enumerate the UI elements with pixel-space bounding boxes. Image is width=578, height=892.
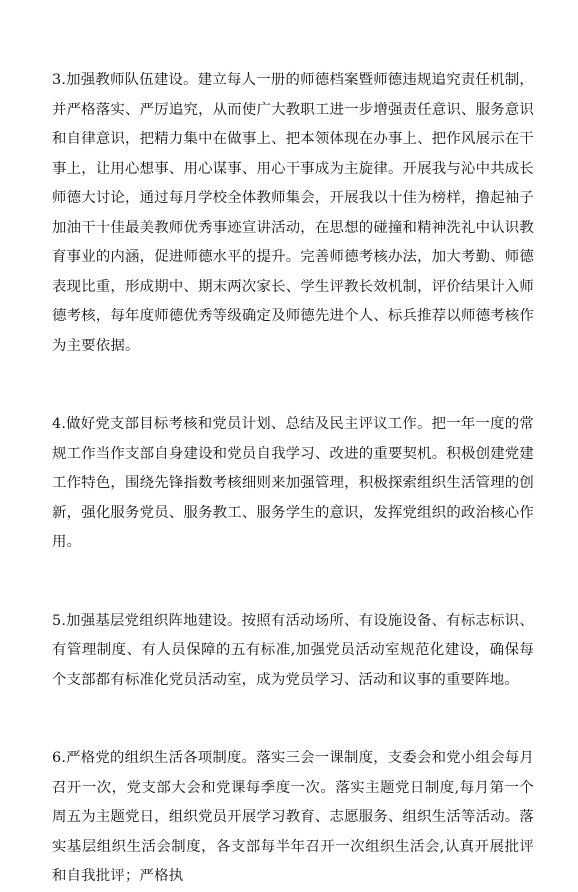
paragraph-branch-assessment: 4.做好党支部目标考核和党员计划、总结及民主评议工作。把一年一度的常规工作当作支部自身建设和党员自我学习、改进的重要契机。积极创建党建工作特色，围绕先锋指数考核细则来加强管理，积极探索组织生活管理的创新，强化服务党员、服务教工、服务学生的意识，发挥党组织的政治核心作用。 xyxy=(52,416,534,550)
paragraph-organization-life: 6.严格党的组织生活各项制度。落实三会一课制度，支委会和党小组会每月召开一次，党支部大会和党课每季度一次。落实主题党日制度,每月第一个周五为主题党日，组织党员开展学习教育、志愿服务、组织生活等活动。落实基层组织生活会制度，各支部每半年召开一次组织生活会,认真开展批评和自我批评；严格执 xyxy=(52,750,534,884)
paragraph-activity-room: 5.加强基层党组织阵地建设。按照有活动场所、有设施设备、有标志标识、有管理制度、有人员保障的五有标准,加强党员活动室规范化建设，确保每个支部都有标准化党员活动室，成为党员学习、活动和议事的重要阵地。 xyxy=(52,612,534,688)
paragraph-teacher-team: 3.加强教师队伍建设。建立每人一册的师德档案暨师德违规追究责任机制，并严格落实、严厉追究，从而使广大教职工进一步增强责任意识、服务意识和自律意识，把精力集中在做事上、把本领体现在办事上、把作风展示在干事上，让用心想事、用心谋事、用心干事成为主旋律。开展我与沁中共成长师德大讨论，通过每月学校全体教师集会，开展我以十佳为榜样，撸起袖子加油干十佳最美教师优秀事迹宣讲活动，在思想的碰撞和精神洗礼中认识教育事业的内涵，促进师德水平的提升。完善师德考核办法，加大考勤、师德表现比重，形成期中、期末两次家长、学生评教长效机制，评价结果计入师德考核，每年度师德优秀等级确定及师德先进个人、标兵推荐以师德考核作为主要依据。 xyxy=(52,72,534,354)
